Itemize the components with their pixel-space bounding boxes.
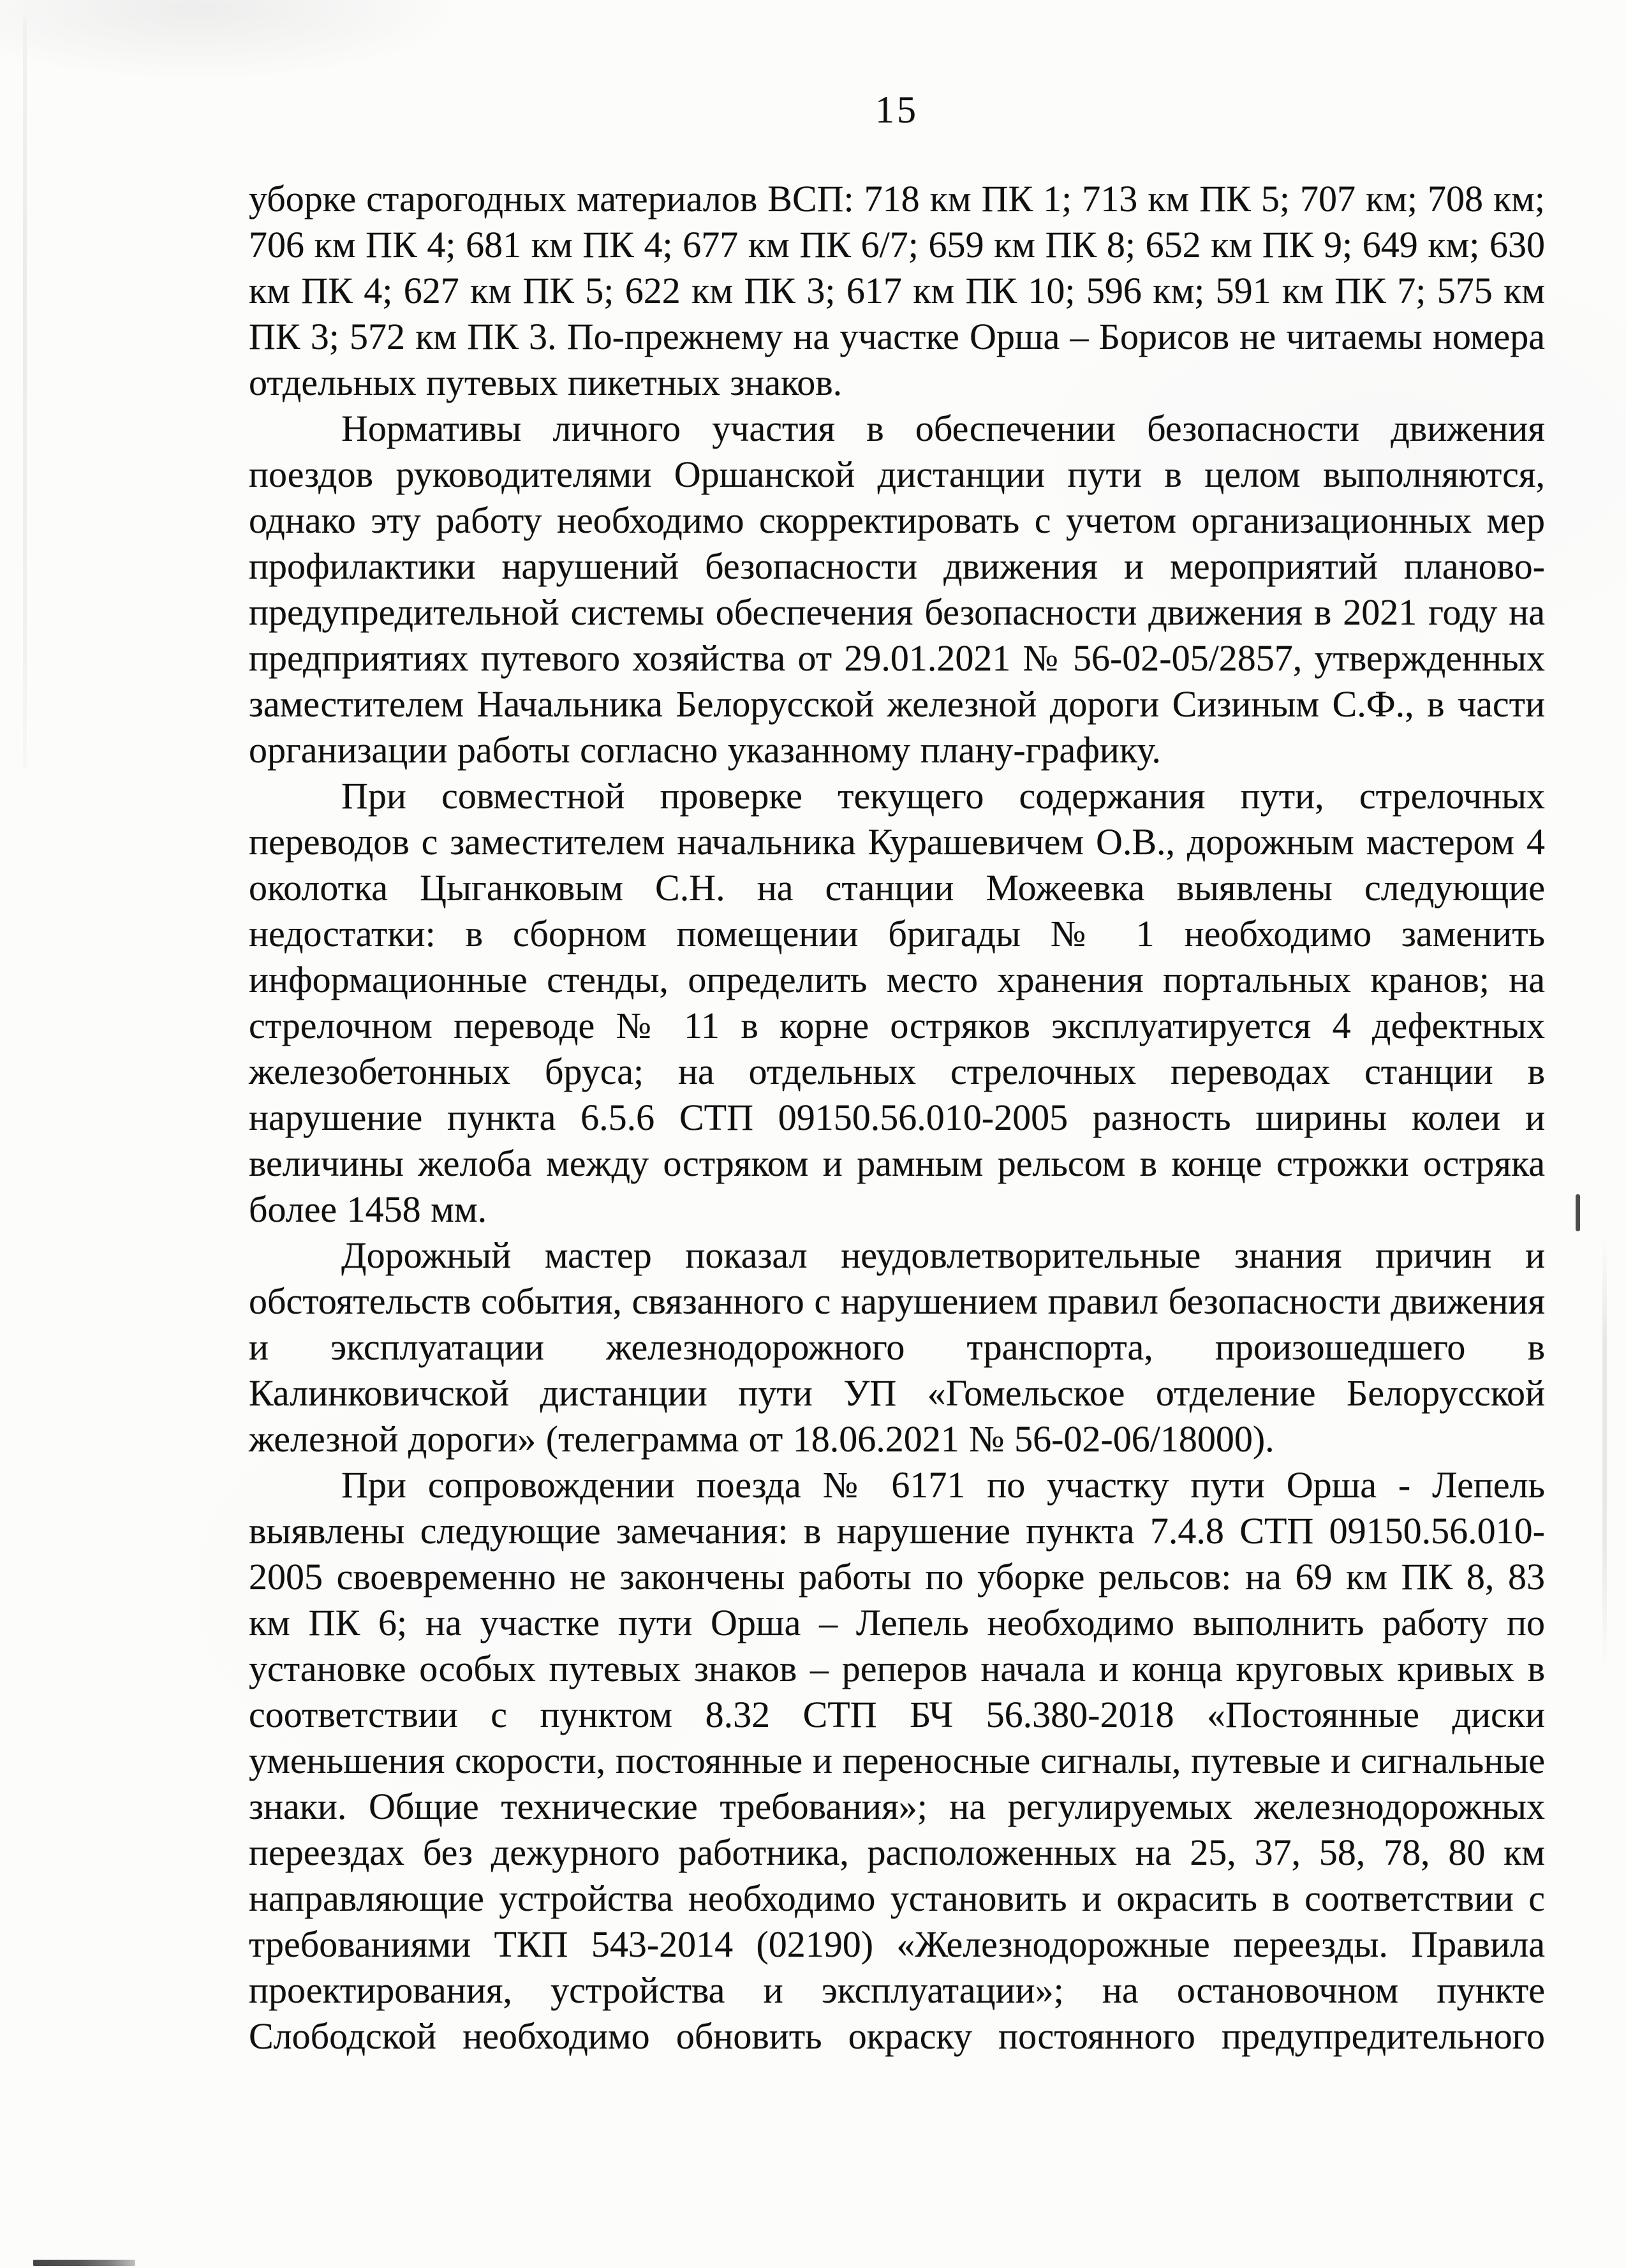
paragraph: При сопровождении поезда № 6171 по участку пути Орша - Лепель выявлены следующие замечания: в нарушение пункта 7.4.8 СТП 09150.56.010-2005 своевременно не закончены работы по уборке рельсов: на 69 км ПК 8, 83 км ПК 6; на участке пути Орша – Лепель необходимо выполнить работу по установке особых путевых знаков – реперов начала и конца круговых кривых в соответствии с пунктом 8.32 СТП БЧ 56.380-2018 «Постоянные диски уменьшения скорости, постоянные и переносные сигналы, путевые и сигнальные знаки. Общие технические требования»; на регулируемых железнодорожных переездах без дежурного работника, расположенных на 25, 37, 58, 78, 80 км направляющие устройства необходимо установить и окрасить в соответствии с требованиями ТКП 543-2014 (02190) «Железнодорожные переезды. Правила проектирования, устройства и эксплуатации»; на остановочном пункте Слободской необходимо обновить окраску постоянного предупредительного xyxy=(249,1464,1545,2057)
paragraph: уборке старогодных материалов ВСП: 718 км ПК 1; 713 км ПК 5; 707 км; 708 км; 706 км ПК 4; 681 км ПК 4; 677 км ПК 6/7; 659 км ПК 8; 652 км ПК 9; 649 км; 630 км ПК 4; 627 км ПК 5; 622 км ПК 3; 617 км ПК 10; 596 км; 591 км ПК 7; 575 км ПК 3; 572 км ПК 3. По-прежнему на участке Орша – Борисов не читаемы номера отдельных путевых пикетных знаков. xyxy=(249,178,1545,403)
scan-artifact-bottom-bar xyxy=(33,2260,135,2266)
paragraph: Дорожный мастер показал неудовлетворительные знания причин и обстоятельств события, связанного с нарушением правил безопасности движения и эксплуатации железнодорожного транспорта, произошедшего в Калинковичской дистанции пути УП «Гомельское отделение Белорусской железной дороги» (телеграмма от 18.06.2021 № 56-02-06/18000). xyxy=(249,1234,1545,1460)
paragraph: При совместной проверке текущего содержания пути, стрелочных переводов с заместителем начальника Курашевичем О.В., дорожным мастером 4 околотка Цыганковым С.Н. на станции Можеевка выявлены следующие недостатки: в сборном помещении бригады № 1 необходимо заменить информационные стенды, определить место хранения портальных кранов; на стрелочном переводе № 11 в корне остряков эксплуатируется 4 дефектных железобетонных бруса; на отдельных стрелочных переводах станции в нарушение пункта 6.5.6 СТП 09150.56.010-2005 разность ширины колеи и величины желоба между остряком и рамным рельсом в конце строжки остряка более 1458 мм. xyxy=(249,775,1545,1230)
scan-speck xyxy=(1576,1194,1580,1231)
page-number: 15 xyxy=(875,89,919,131)
scan-edge-shadow-right xyxy=(1602,1238,1607,1671)
paragraph: Нормативы личного участия в обеспечении безопасности движения поездов руководителями Оршанской дистанции пути в целом выполняются, однако эту работу необходимо скорректировать с учетом организационных мер профилактики нарушений безопасности движения и мероприятий планово-предупредительной системы обеспечения безопасности движения в 2021 году на предприятиях путевого хозяйства от 29.01.2021 № 56-02-05/2857, утвержденных заместителем Начальника Белорусской железной дороги Сизиным С.Ф., в части организации работы согласно указанному плану-графику. xyxy=(249,408,1545,771)
scan-edge-shadow-left xyxy=(23,17,27,769)
document-body xyxy=(249,176,1545,2059)
